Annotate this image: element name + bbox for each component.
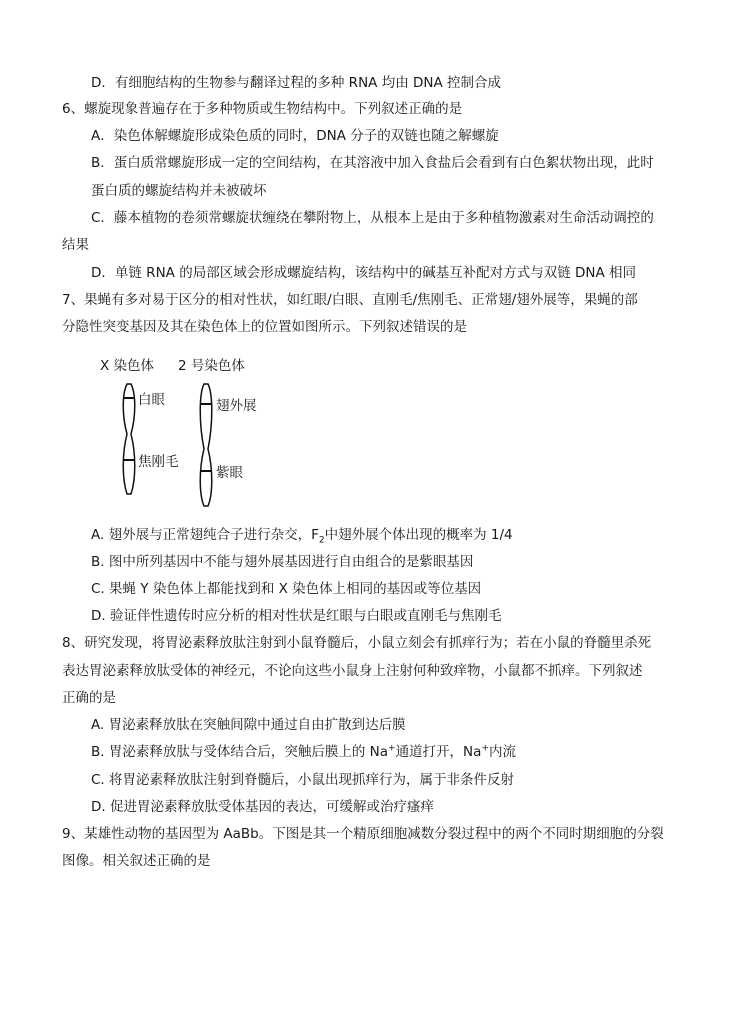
- q5-option-d: D．有细胞结构的生物参与翻译过程的多种 RNA 均由 DNA 控制合成: [91, 75, 502, 91]
- q7-option-a: A. 翅外展与正常翅纯合子进行杂交，$F_2$中翅外展个体出现的概率为 1/4: [91, 527, 513, 546]
- q8-stem-cont1: 表达胃泌素释放肽受体的神经元，不论向这些小鼠身上注射何种致痒物，小鼠都不抓痒。下列叙述: [62, 663, 643, 679]
- q8-option-c: C. 将胃泌素释放肽注射到脊髓后，小鼠出现抓痒行为，属于非条件反射: [91, 772, 515, 788]
- gene-singed-bristle: 焦刚毛: [138, 454, 179, 470]
- chromosome-figure: [100, 354, 270, 524]
- q7-option-b: B. 图中所列基因中不能与翅外展基因进行自由组合的是紫眼基因: [91, 554, 474, 570]
- chromosome2-label: 2 号染色体: [178, 358, 245, 374]
- q8-stem: 8、研究发现，将胃泌素释放肽注射到小鼠脊髓后，小鼠立刻会有抓痒行为；若在小鼠的脊髓里杀死: [62, 635, 652, 651]
- q6-option-b-cont: 蛋白质的螺旋结构并未被破坏: [91, 183, 267, 199]
- gene-white-eye: 白眼: [138, 392, 165, 408]
- q6-option-a: A．染色体解螺旋形成染色质的同时，DNA 分子的双链也随之解螺旋: [91, 128, 499, 144]
- gene-purple-eye: 紫眼: [216, 465, 243, 481]
- chromosome-drawing: [100, 354, 270, 524]
- q8-option-d: D. 促进胃泌素释放肽受体基因的表达，可缓解或治疗瘙痒: [91, 799, 434, 815]
- q7-option-d: D. 验证伴性遗传时应分析的相对性状是红眼与白眼或直刚毛与焦刚毛: [91, 608, 502, 624]
- q9-stem-cont: 图像。相关叙述正确的是: [62, 853, 211, 869]
- q7-stem: 7、果蝇有多对易于区分的相对性状，如红眼/白眼、直刚毛/焦刚毛、正常翅/翅外展等，果蝇的部: [62, 292, 638, 308]
- x-chromosome: [123, 384, 135, 494]
- q6-option-c-cont: 结果: [62, 237, 89, 253]
- q7-stem-cont: 分隐性突变基因及其在染色体上的位置如图所示。下列叙述错误的是: [62, 319, 467, 335]
- q8-option-b: B. 胃泌素释放肽与受体结合后，突触后膜上的 Na+通道打开，Na+内流: [91, 743, 516, 760]
- gene-wing-out: 翅外展: [216, 398, 257, 414]
- q6-option-c: C．藤本植物的卷须常螺旋状缠绕在攀附物上，从根本上是由于多种植物激素对生命活动调控的: [91, 210, 654, 226]
- q6-option-b: B．蛋白质常螺旋形成一定的空间结构，在其溶液中加入食盐后会看到有白色絮状物出现，此时: [91, 155, 654, 171]
- q8-stem-cont2: 正确的是: [62, 690, 116, 706]
- q7-option-c: C. 果蝇 Y 染色体上都能找到和 X 染色体上相同的基因或等位基因: [91, 581, 482, 597]
- q6-option-d: D．单链 RNA 的局部区域会形成螺旋结构，该结构中的碱基互补配对方式与双链 DNA 相同: [91, 265, 637, 281]
- x-chromosome-label: X 染色体: [100, 358, 155, 374]
- chromosome-2: [200, 384, 212, 506]
- q6-stem: 6、螺旋现象普遍存在于多种物质或生物结构中。下列叙述正确的是: [62, 101, 463, 117]
- q9-stem: 9、某雄性动物的基因型为 AaBb。下图是其一个精原细胞减数分裂过程中的两个不同时期细胞的分裂: [62, 826, 664, 842]
- q8-option-a: A. 胃泌素释放肽在突触间隙中通过自由扩散到达后膜: [91, 717, 406, 733]
